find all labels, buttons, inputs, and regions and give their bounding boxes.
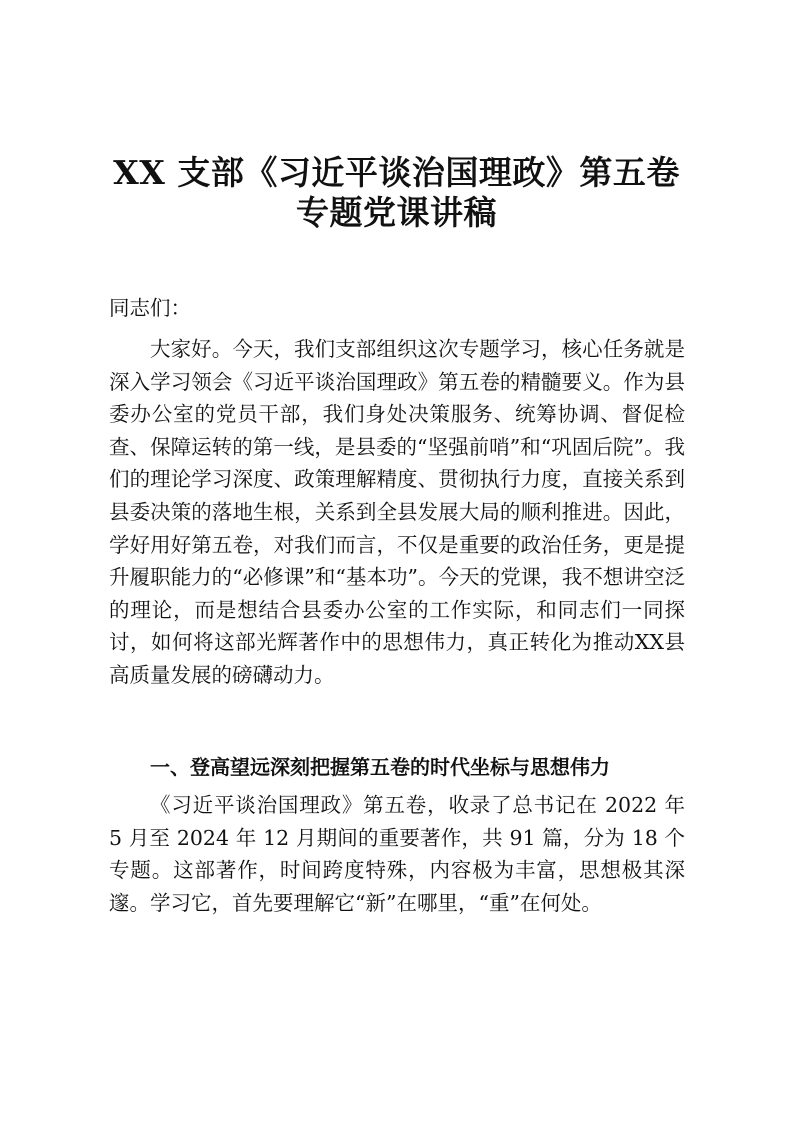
document-title-line-1: XX 支部《习近平谈治国理政》第五卷 bbox=[113, 153, 680, 192]
salutation: 同志们： bbox=[109, 296, 191, 320]
section-1-paragraph-1: 《习近平谈治国理政》第五卷，收录了总书记在 2022 年 5 月至 2024 年 12 月期间的重要著作，共 91 篇，分为 18 个专题。这部著作，时间跨度特殊，内容极为丰富，思想极其深邃。学习它，首先要理解它“新”在哪里，“重”在何处。 bbox=[109, 793, 685, 915]
section-heading-1: 一、登高望远深刻把握第五卷的时代坐标与思想伟力 bbox=[150, 755, 610, 779]
document-title-line-2: 专题党课讲稿 bbox=[296, 193, 497, 232]
intro-paragraph: 大家好。今天，我们支部组织这次专题学习，核心任务就是深入学习领会《习近平谈治国理政》第五卷的精髓要义。作为县委办公室的党员干部，我们身处决策服务、统筹协调、督促检查、保障运转的第一线，是县委的“坚强前哨”和“巩固后院”。我们的理论学习深度、政策理解精度、贯彻执行力度，直接关系到县委决策的落地生根，关系到全县发展大局的顺利推进。因此，学好用好第五卷，对我们而言，不仅是重要的政治任务，更是提升履职能力的“必修课”和“基本功”。今天的党课，我不想讲空泛的理论，而是想结合县委办公室的工作实际，和同志们一同探讨，如何将这部光辉著作中的思想伟力，真正转化为推动XX县高质量发展的磅礴动力。 bbox=[109, 337, 685, 687]
